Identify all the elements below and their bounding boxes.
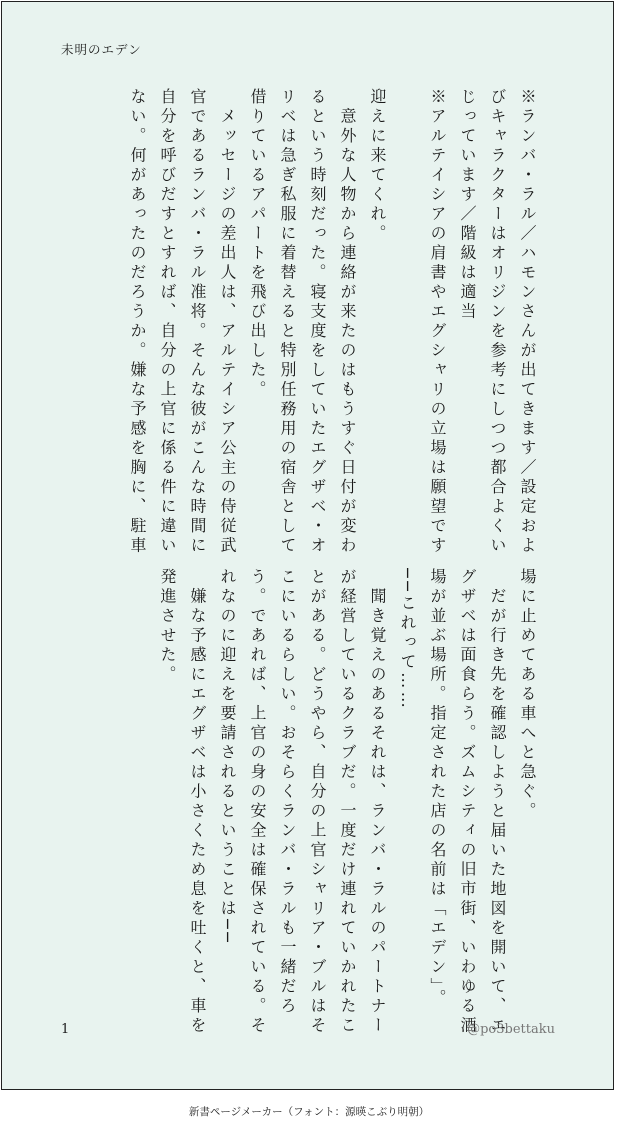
paragraph [392, 88, 422, 558]
upper-text-block [42, 88, 542, 558]
paragraph: 迎えに来てくれ。 [368, 88, 387, 244]
author-credit: @po3bettaku [467, 1022, 555, 1037]
footer-caption: 新書ページメーカー（フォント：源暎こぶり明朝） [188, 1106, 430, 1118]
paragraph: メッセージの差出人は、アルテイシア公主の侍従武官であるランバ・ラル准将。そんな彼がこんな時間に自分を呼びだすとすれば、自分の上官に係る件に違いない。何があったのだろうか。嫌な予感を胸に、駐車 [128, 88, 237, 556]
paragraph: 意外な人物から連絡が来たのはもうすぐ日付が変わるという時刻だった。寝支度をしていたエグザベ・オリベは急ぎ私服に着替えると特別任務用の宿舎として借りているアパートを飛び出した。 [248, 88, 357, 556]
paragraph: ※アルテイシアの肩書やエグシャリの立場は願望です [428, 88, 447, 556]
paragraph: だが行き先を確認しようと届いた地図を開いて、エグザベは面食らう。ズムシティの旧市街、いわゆる酒場が並ぶ場所。指定された店の名前は「エデン」。 [428, 568, 507, 1036]
page-number: 1 [61, 1022, 70, 1037]
paragraph: ──これって…… [398, 568, 417, 712]
page-title: 未明のエデン [61, 42, 142, 57]
paragraph: 嫌な予感にエグザベは小さくため息を吐くと、車を発進させた。 [158, 568, 207, 1036]
lower-text-block [42, 568, 542, 1038]
novel-page [1, 1, 614, 1090]
paragraph: 場に止めてある車へと急ぐ。 [518, 568, 537, 822]
paragraph: ※ランバ・ラル／ハモンさんが出てきます／設定およびキャラクターはオリジンを参考にしつつ都合よくいじっています／階級は適当 [458, 88, 537, 556]
paragraph: 聞き覚えのあるそれは、ランバ・ラルのパートナーが経営しているクラブだ。一度だけ連れていかれたことがある。どうやら、自分の上官シャリア・ブルはそこにいるらしい。おそらくランバ・ラルも一緒だろう。であれば、上官の身の安全は確保されている。それなのに迎えを要請されるということは── [218, 568, 387, 1036]
